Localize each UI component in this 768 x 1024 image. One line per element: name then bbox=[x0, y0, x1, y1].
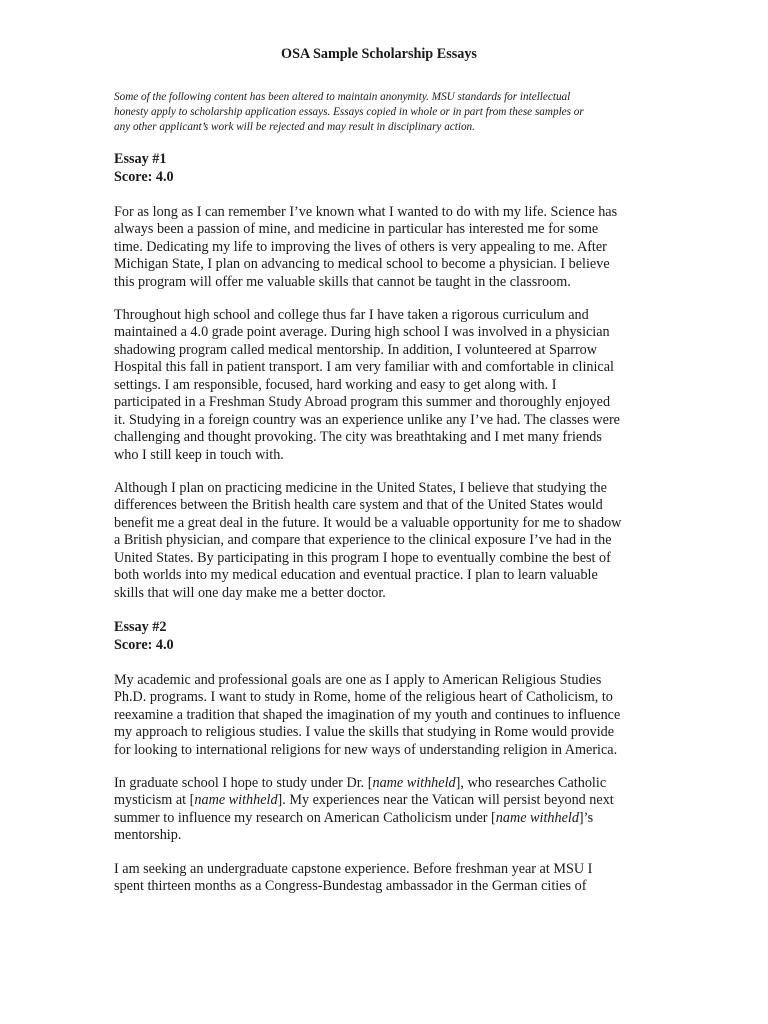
redacted-name: name withheld bbox=[372, 775, 456, 791]
text-line bbox=[114, 810, 644, 827]
text-line: For as long as I can remember I’ve known what I wanted to do with my life. Science has bbox=[114, 204, 618, 220]
text-line: Hospital this fall in patient transport. I am very familiar with and comfortable in clinical bbox=[114, 359, 614, 376]
text-line: United States. By participating in this program I hope to eventually combine the best of bbox=[114, 549, 611, 566]
text-line bbox=[114, 775, 644, 792]
essay-2-score: Score: 4.0 bbox=[114, 636, 174, 653]
essay-1-paragraph-1 bbox=[114, 204, 644, 291]
text-line: My academic and professional goals are one as I apply to American Religious Studies bbox=[114, 672, 602, 688]
text-line: reexamine a tradition that shaped the imagination of my youth and continues to influence bbox=[114, 706, 621, 723]
essay-1-score: Score: 4.0 bbox=[114, 168, 174, 185]
redacted-name: name withheld bbox=[194, 792, 278, 809]
redacted-name: name withheld bbox=[495, 809, 579, 826]
text-line: always been a passion of mine, and medicine in particular has interested me for some bbox=[114, 221, 599, 238]
text-run: In graduate school I hope to study under Dr. [ bbox=[114, 775, 373, 791]
document-title: OSA Sample Scholarship Essays bbox=[281, 46, 477, 62]
text-line: it. Studying in a foreign country was an experience unlike any I’ve had. The classes were bbox=[114, 411, 620, 428]
essay-1-paragraph-3 bbox=[114, 480, 644, 602]
text-line: skills that will one day make me a better doctor. bbox=[114, 584, 386, 601]
text-line: both worlds into my medical education and eventual practice. I plan to learn valuable bbox=[114, 567, 598, 584]
essay-2-paragraph-3 bbox=[114, 861, 644, 896]
text-line: benefit me a great deal in the future. It would be a valuable opportunity for me to shadow bbox=[114, 514, 622, 531]
text-run: ], who researches Catholic bbox=[455, 775, 607, 791]
essay-1-paragraph-2 bbox=[114, 307, 644, 464]
text-run: mysticism at [ bbox=[114, 792, 195, 809]
text-line: settings. I am responsible, focused, hard working and easy to get along with. I bbox=[114, 376, 557, 393]
text-line: participated in a Freshman Study Abroad program this summer and thoroughly enjoyed bbox=[114, 394, 611, 411]
text-line: time. Dedicating my life to improving the lives of others is very appealing to me. After bbox=[114, 238, 607, 255]
text-run: ]. My experiences near the Vatican will persist beyond next bbox=[277, 792, 614, 809]
text-line: Ph.D. programs. I want to study in Rome, home of the religious heart of Catholicism, to bbox=[114, 689, 613, 706]
disclaimer-line: Some of the following content has been altered to maintain anonymity. MSU standards for intellectual bbox=[114, 91, 571, 103]
text-line bbox=[114, 792, 644, 809]
essay-2-paragraph-1 bbox=[114, 672, 644, 759]
text-line: mentorship. bbox=[114, 827, 182, 844]
text-line: for looking to international religions for new ways of understanding religion in America. bbox=[114, 741, 618, 758]
text-run: summer to influence my research on American Catholicism under [ bbox=[114, 809, 496, 826]
text-run: ]’s bbox=[578, 809, 594, 826]
text-line: I am seeking an undergraduate capstone experience. Before freshman year at MSU I bbox=[114, 861, 593, 877]
text-line: my approach to religious studies. I value the skills that studying in Rome would provide bbox=[114, 724, 615, 741]
essay-1-number: Essay #1 bbox=[114, 151, 167, 167]
text-line: differences between the British health care system and that of the United States would bbox=[114, 497, 603, 514]
essay-2-heading bbox=[114, 619, 644, 654]
essay-1-heading bbox=[114, 151, 644, 186]
text-line: shadowing program called medical mentorship. In addition, I volunteered at Sparrow bbox=[114, 341, 598, 358]
text-line: Although I plan on practicing medicine in the United States, I believe that studying the bbox=[114, 480, 607, 496]
text-line: this program will offer me valuable skills that cannot be taught in the classroom. bbox=[114, 273, 571, 290]
text-line: spent thirteen months as a Congress-Bundestag ambassador in the German cities of bbox=[114, 878, 587, 895]
text-line: maintained a 4.0 grade point average. During high school I was involved in a physician bbox=[114, 324, 610, 341]
text-line: Throughout high school and college thus far I have taken a rigorous curriculum and bbox=[114, 307, 589, 323]
text-line: Michigan State, I plan on advancing to medical school to become a physician. I believe bbox=[114, 256, 610, 273]
disclaimer-line: honesty apply to scholarship application essays. Essays copied in whole or in part from these samples or bbox=[114, 106, 584, 119]
essay-2-number: Essay #2 bbox=[114, 619, 167, 635]
disclaimer-line: any other applicant’s work will be rejected and may result in disciplinary action. bbox=[114, 121, 475, 134]
anonymity-disclaimer bbox=[114, 90, 644, 136]
text-line: challenging and thought provoking. The city was breathtaking and I met many friends bbox=[114, 429, 602, 446]
essay-2-paragraph-2 bbox=[114, 775, 644, 845]
text-line: a British physician, and compare that experience to the clinical exposure I’ve had in the bbox=[114, 532, 612, 549]
text-line: who I still keep in touch with. bbox=[114, 446, 284, 463]
